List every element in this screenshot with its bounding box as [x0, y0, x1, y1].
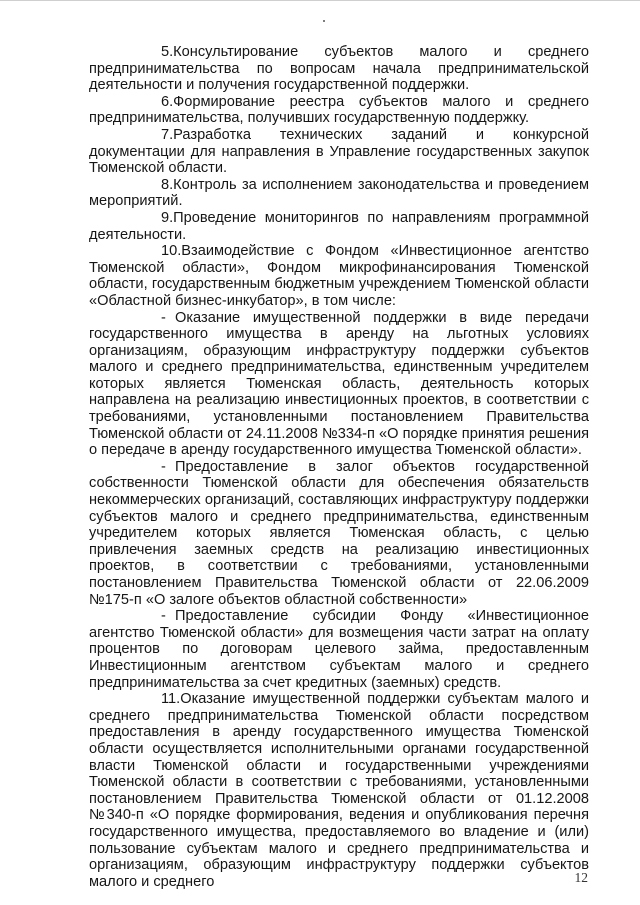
paragraph-number: 7.: [161, 126, 174, 143]
paragraph-number: 8.: [161, 176, 174, 193]
paragraph-number: 6.: [161, 93, 174, 110]
page-top-edge: [0, 0, 640, 1]
paragraph-number: 5.: [161, 44, 174, 60]
paragraph-text: Проведение мониторингов по направлениям программной деятельности.: [89, 209, 589, 243]
scan-speck: [323, 20, 325, 22]
paragraph-5: [89, 44, 589, 94]
paragraph-text: Формирование реестра субъектов малого и среднего предпринимательства, получивших государственную поддержку.: [89, 93, 589, 127]
paragraph-6: [89, 94, 589, 127]
paragraph-text: Оказание имущественной поддержки в виде передачи государственного имущества в аренду на льготных условиях организациям, образующим инфраструктуру поддержки субъектов малого и среднего предпринимательства, единственным учредителем которых является Тюменская область, деятельность которых направлена на реализацию инвестиционных проектов, в соответствии с требованиями, установленными постановлением Правительства Тюменской области от 24.11.2008 №334-п «О порядке принятия решения о передаче в аренду государственного имущества Тюменской области».: [89, 309, 589, 459]
dash-item-subsidy: [89, 608, 589, 691]
paragraph-7: [89, 127, 589, 177]
paragraph-9: [89, 210, 589, 243]
paragraph-text: Оказание имущественной поддержки субъектам малого и среднего предпринимательства Тюменской области посредством предоставления в аренду государственного имущества Тюменской области осуществляется исполнительными органами государственной власти Тюменской области и государственными учреждениями Тюменской области в соответствии с требованиями, установленными постановлением Правительства Тюменской области от 01.12.2008 №340-п «О порядке формирования, ведения и опубликования перечня государственного имущества, предоставляемого во владение и (или) пользование субъектам малого и среднего предпринимательства и организациям, образующим инфраструктуру поддержки субъектов малого и среднего: [89, 691, 589, 890]
list-dash: -: [161, 309, 166, 326]
paragraph-number: 9.: [161, 209, 174, 226]
paragraph-text: Предоставление в залог объектов государственной собственности Тюменской области для обеспечения обязательств некоммерческих организаций, составляющих инфраструктуру поддержки субъектов малого и среднего предпринимательства, единственным учредителем которых является Тюменская область, с целью привлечения заемных средств на реализацию инвестиционных проектов, в соответствии с требованиями, установленными постановлением Правительства Тюменской области от 22.06.2009 №175-п «О залоге объектов областной собственности»: [89, 458, 589, 608]
paragraph-text: Взаимодействие с Фондом «Инвестиционное агентство Тюменской области», Фондом микрофинансирования Тюменской области, государственным бюджетным учреждением Тюменской области «Областной бизнес-инкубатор», в том числе:: [89, 243, 589, 309]
paragraph-text: Контроль за исполнением законодательства и проведением мероприятий.: [89, 176, 589, 210]
list-dash: -: [161, 608, 166, 625]
paragraph-8: [89, 177, 589, 210]
list-dash: -: [161, 458, 166, 475]
paragraph-text: Разработка технических заданий и конкурсной документации для направления в Управление государственных закупок Тюменской области.: [89, 126, 589, 177]
page-number: 12: [574, 870, 588, 885]
dash-item-collateral: [89, 459, 589, 608]
paragraph-10: [89, 243, 589, 309]
paragraph-number: 10.: [161, 243, 182, 260]
dash-item-property-lease: [89, 310, 589, 459]
paragraph-text: Предоставление субсидии Фонду «Инвестиционное агентство Тюменской области» для возмещения части затрат на оплату процентов по договорам целевого займа, предоставленным Инвестиционным агентством субъектам малого и среднего предпринимательства за счет кредитных (заемных) средств.: [89, 608, 589, 691]
paragraph-11: [89, 691, 589, 890]
paragraph-text: Консультирование субъектов малого и среднего предпринимательства по вопросам начала предпринимательской деятельности и получения государственной поддержки.: [89, 44, 589, 94]
document-body: [89, 44, 589, 890]
paragraph-number: 11.: [161, 691, 181, 708]
